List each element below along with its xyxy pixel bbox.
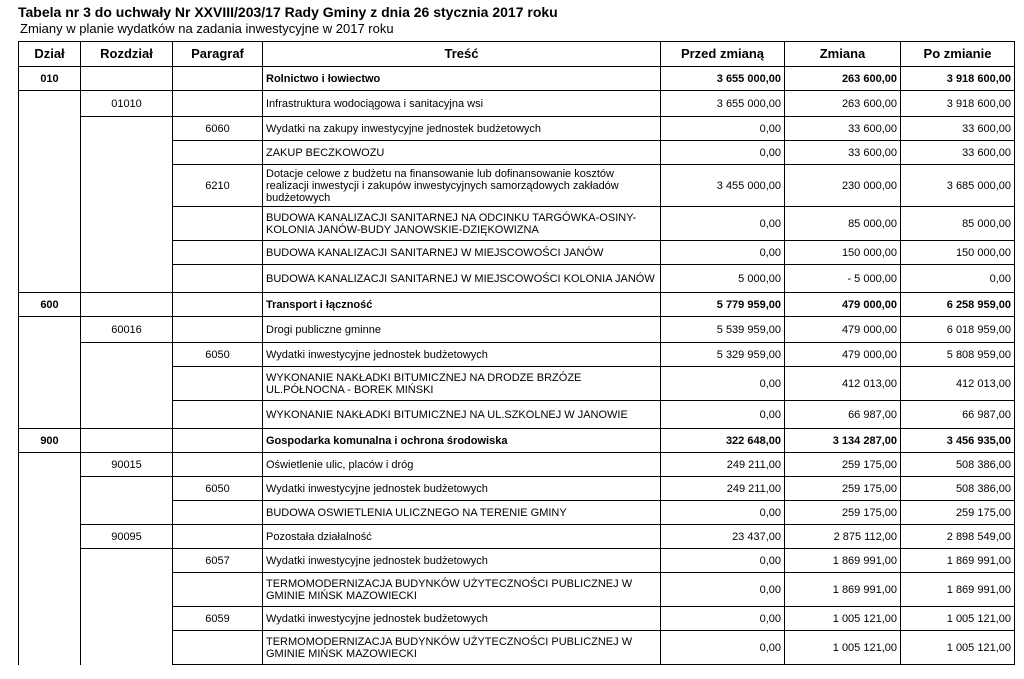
cell-po-zmianie: 150 000,00 <box>901 241 1015 265</box>
cell-rozdzial: 90095 <box>81 525 173 549</box>
cell-paragraf <box>173 367 263 401</box>
cell-zmiana: 259 175,00 <box>785 453 901 477</box>
cell-paragraf: 6050 <box>173 343 263 367</box>
cell-zmiana: 1 869 991,00 <box>785 549 901 573</box>
cell-tresc: Transport i łączność <box>263 293 661 317</box>
cell-przed-zmiana: 0,00 <box>661 241 785 265</box>
cell-po-zmianie: 33 600,00 <box>901 117 1015 141</box>
cell-tresc: Wydatki inwestycyjne jednostek budżetowych <box>263 607 661 631</box>
cell-rozdzial <box>81 573 173 607</box>
cell-dzial: 900 <box>19 429 81 453</box>
cell-przed-zmiana: 0,00 <box>661 117 785 141</box>
cell-po-zmianie: 259 175,00 <box>901 501 1015 525</box>
cell-zmiana: - 5 000,00 <box>785 265 901 293</box>
cell-paragraf <box>173 241 263 265</box>
cell-po-zmianie: 1 869 991,00 <box>901 573 1015 607</box>
cell-dzial <box>19 525 81 549</box>
cell-dzial: 010 <box>19 67 81 91</box>
table-row <box>19 207 1015 241</box>
column-header-po-zmianie: Po zmianie <box>901 42 1015 67</box>
table-row <box>19 317 1015 343</box>
cell-tresc: BUDOWA KANALIZACJI SANITARNEJ NA ODCINKU TARGÓWKA-OSINY-KOLONIA JANÓW-BUDY JANOWSKIE-DZIĘKOWIZNA <box>263 207 661 241</box>
cell-tresc: WYKONANIE NAKŁADKI BITUMICZNEJ NA UL.SZKOLNEJ W JANOWIE <box>263 401 661 429</box>
cell-po-zmianie: 3 685 000,00 <box>901 165 1015 207</box>
cell-paragraf <box>173 401 263 429</box>
cell-po-zmianie: 2 898 549,00 <box>901 525 1015 549</box>
cell-zmiana: 479 000,00 <box>785 293 901 317</box>
cell-po-zmianie: 508 386,00 <box>901 453 1015 477</box>
cell-zmiana: 259 175,00 <box>785 501 901 525</box>
table-row <box>19 91 1015 117</box>
cell-zmiana: 1 005 121,00 <box>785 631 901 665</box>
cell-tresc: Wydatki na zakupy inwestycyjne jednostek budżetowych <box>263 117 661 141</box>
cell-po-zmianie: 6 258 959,00 <box>901 293 1015 317</box>
cell-rozdzial <box>81 67 173 91</box>
cell-rozdzial <box>81 165 173 207</box>
cell-paragraf <box>173 453 263 477</box>
cell-po-zmianie: 1 005 121,00 <box>901 631 1015 665</box>
cell-paragraf <box>173 501 263 525</box>
cell-paragraf <box>173 265 263 293</box>
cell-przed-zmiana: 23 437,00 <box>661 525 785 549</box>
cell-po-zmianie: 0,00 <box>901 265 1015 293</box>
cell-zmiana: 1 005 121,00 <box>785 607 901 631</box>
cell-dzial: 600 <box>19 293 81 317</box>
cell-tresc: TERMOMODERNIZACJA BUDYNKÓW UŻYTECZNOŚCI PUBLICZNEJ W GMINIE MIŃSK MAZOWIECKI <box>263 631 661 665</box>
table-row <box>19 67 1015 91</box>
table-row <box>19 477 1015 501</box>
cell-przed-zmiana: 5 779 959,00 <box>661 293 785 317</box>
cell-dzial <box>19 343 81 367</box>
table-row <box>19 241 1015 265</box>
cell-przed-zmiana: 0,00 <box>661 401 785 429</box>
cell-rozdzial <box>81 367 173 401</box>
cell-rozdzial <box>81 343 173 367</box>
cell-tresc: ZAKUP BECZKOWOZU <box>263 141 661 165</box>
cell-przed-zmiana: 249 211,00 <box>661 477 785 501</box>
cell-paragraf: 6059 <box>173 607 263 631</box>
column-header-paragraf: Paragraf <box>173 42 263 67</box>
cell-rozdzial: 01010 <box>81 91 173 117</box>
cell-przed-zmiana: 0,00 <box>661 141 785 165</box>
table-header-row <box>19 42 1015 67</box>
cell-rozdzial <box>81 607 173 631</box>
cell-dzial <box>19 501 81 525</box>
cell-paragraf <box>173 141 263 165</box>
cell-zmiana: 412 013,00 <box>785 367 901 401</box>
cell-zmiana: 263 600,00 <box>785 91 901 117</box>
page-title: Tabela nr 3 do uchwały Nr XXVIII/203/17 Rady Gminy z dnia 26 stycznia 2017 roku <box>18 4 558 20</box>
cell-przed-zmiana: 5 539 959,00 <box>661 317 785 343</box>
cell-przed-zmiana: 0,00 <box>661 501 785 525</box>
cell-zmiana: 66 987,00 <box>785 401 901 429</box>
cell-zmiana: 230 000,00 <box>785 165 901 207</box>
cell-dzial <box>19 165 81 207</box>
cell-zmiana: 479 000,00 <box>785 317 901 343</box>
cell-rozdzial: 90015 <box>81 453 173 477</box>
cell-paragraf: 6050 <box>173 477 263 501</box>
cell-przed-zmiana: 0,00 <box>661 207 785 241</box>
table-row <box>19 607 1015 631</box>
cell-zmiana: 150 000,00 <box>785 241 901 265</box>
cell-tresc: Drogi publiczne gminne <box>263 317 661 343</box>
table-row <box>19 429 1015 453</box>
cell-dzial <box>19 141 81 165</box>
table-row <box>19 573 1015 607</box>
cell-dzial <box>19 549 81 573</box>
cell-paragraf: 6210 <box>173 165 263 207</box>
cell-po-zmianie: 33 600,00 <box>901 141 1015 165</box>
cell-tresc: Oświetlenie ulic, placów i dróg <box>263 453 661 477</box>
cell-tresc: BUDOWA OSWIETLENIA ULICZNEGO NA TERENIE GMINY <box>263 501 661 525</box>
table-row <box>19 453 1015 477</box>
cell-paragraf <box>173 317 263 343</box>
table-row <box>19 525 1015 549</box>
cell-przed-zmiana: 0,00 <box>661 549 785 573</box>
cell-rozdzial <box>81 631 173 665</box>
cell-paragraf <box>173 207 263 241</box>
cell-po-zmianie: 6 018 959,00 <box>901 317 1015 343</box>
cell-rozdzial <box>81 207 173 241</box>
column-header-dzial: Dział <box>19 42 81 67</box>
cell-po-zmianie: 5 808 959,00 <box>901 343 1015 367</box>
cell-przed-zmiana: 3 655 000,00 <box>661 91 785 117</box>
table-row <box>19 265 1015 293</box>
cell-dzial <box>19 477 81 501</box>
cell-po-zmianie: 412 013,00 <box>901 367 1015 401</box>
cell-rozdzial <box>81 141 173 165</box>
cell-paragraf <box>173 67 263 91</box>
cell-rozdzial <box>81 293 173 317</box>
cell-rozdzial <box>81 241 173 265</box>
cell-rozdzial <box>81 117 173 141</box>
cell-po-zmianie: 85 000,00 <box>901 207 1015 241</box>
cell-po-zmianie: 1 869 991,00 <box>901 549 1015 573</box>
cell-po-zmianie: 3 456 935,00 <box>901 429 1015 453</box>
cell-paragraf: 6060 <box>173 117 263 141</box>
cell-przed-zmiana: 249 211,00 <box>661 453 785 477</box>
cell-tresc: TERMOMODERNIZACJA BUDYNKÓW UŻYTECZNOŚCI PUBLICZNEJ W GMINIE MIŃSK MAZOWIECKI <box>263 573 661 607</box>
cell-przed-zmiana: 0,00 <box>661 367 785 401</box>
table-row <box>19 293 1015 317</box>
cell-przed-zmiana: 5 000,00 <box>661 265 785 293</box>
cell-dzial <box>19 91 81 117</box>
cell-dzial <box>19 241 81 265</box>
cell-dzial <box>19 573 81 607</box>
cell-po-zmianie: 66 987,00 <box>901 401 1015 429</box>
cell-rozdzial <box>81 549 173 573</box>
cell-tresc: BUDOWA KANALIZACJI SANITARNEJ W MIEJSCOWOŚCI KOLONIA JANÓW <box>263 265 661 293</box>
column-header-rozdzial: Rozdział <box>81 42 173 67</box>
cell-po-zmianie: 3 918 600,00 <box>901 67 1015 91</box>
cell-dzial <box>19 207 81 241</box>
cell-paragraf <box>173 573 263 607</box>
cell-po-zmianie: 3 918 600,00 <box>901 91 1015 117</box>
cell-zmiana: 259 175,00 <box>785 477 901 501</box>
table-row <box>19 549 1015 573</box>
cell-zmiana: 1 869 991,00 <box>785 573 901 607</box>
cell-dzial <box>19 117 81 141</box>
cell-zmiana: 85 000,00 <box>785 207 901 241</box>
cell-przed-zmiana: 322 648,00 <box>661 429 785 453</box>
cell-tresc: Wydatki inwestycyjne jednostek budżetowych <box>263 477 661 501</box>
cell-tresc: Infrastruktura wodociągowa i sanitacyjna wsi <box>263 91 661 117</box>
cell-zmiana: 2 875 112,00 <box>785 525 901 549</box>
table-row <box>19 631 1015 665</box>
cell-po-zmianie: 508 386,00 <box>901 477 1015 501</box>
cell-tresc: Gospodarka komunalna i ochrona środowiska <box>263 429 661 453</box>
cell-zmiana: 479 000,00 <box>785 343 901 367</box>
cell-rozdzial <box>81 401 173 429</box>
cell-tresc: Wydatki inwestycyjne jednostek budżetowych <box>263 343 661 367</box>
cell-zmiana: 3 134 287,00 <box>785 429 901 453</box>
page-subtitle: Zmiany w planie wydatków na zadania inwestycyjne w 2017 roku <box>20 21 394 36</box>
column-header-przed-zmiana: Przed zmianą <box>661 42 785 67</box>
cell-paragraf <box>173 429 263 453</box>
cell-przed-zmiana: 3 455 000,00 <box>661 165 785 207</box>
table-row <box>19 501 1015 525</box>
cell-przed-zmiana: 0,00 <box>661 573 785 607</box>
table-row <box>19 401 1015 429</box>
table-row <box>19 141 1015 165</box>
cell-tresc: Pozostała działalność <box>263 525 661 549</box>
table-row <box>19 343 1015 367</box>
cell-dzial <box>19 607 81 631</box>
column-header-tresc: Treść <box>263 42 661 67</box>
cell-przed-zmiana: 5 329 959,00 <box>661 343 785 367</box>
cell-rozdzial <box>81 429 173 453</box>
cell-tresc: Rolnictwo i łowiectwo <box>263 67 661 91</box>
cell-dzial <box>19 453 81 477</box>
cell-tresc: WYKONANIE NAKŁADKI BITUMICZNEJ NA DRODZE BRZÓZE UL.PÓŁNOCNA - BOREK MIŃSKI <box>263 367 661 401</box>
cell-paragraf <box>173 91 263 117</box>
table-row <box>19 117 1015 141</box>
cell-paragraf <box>173 525 263 549</box>
cell-zmiana: 33 600,00 <box>785 141 901 165</box>
investment-changes-table <box>18 41 1015 665</box>
cell-dzial <box>19 317 81 343</box>
cell-dzial <box>19 631 81 665</box>
cell-przed-zmiana: 3 655 000,00 <box>661 67 785 91</box>
cell-dzial <box>19 401 81 429</box>
cell-rozdzial: 60016 <box>81 317 173 343</box>
table-row <box>19 165 1015 207</box>
cell-rozdzial <box>81 501 173 525</box>
cell-rozdzial <box>81 265 173 293</box>
cell-paragraf <box>173 293 263 317</box>
cell-rozdzial <box>81 477 173 501</box>
cell-tresc: BUDOWA KANALIZACJI SANITARNEJ W MIEJSCOWOŚCI JANÓW <box>263 241 661 265</box>
cell-tresc: Dotacje celowe z budżetu na finansowanie lub dofinansowanie kosztów realizacji inwestycji i zakupów inwestycyjnych samorządowych zakładów budżetowych <box>263 165 661 207</box>
table-body <box>19 67 1015 665</box>
cell-po-zmianie: 1 005 121,00 <box>901 607 1015 631</box>
cell-dzial <box>19 265 81 293</box>
cell-przed-zmiana: 0,00 <box>661 631 785 665</box>
cell-zmiana: 263 600,00 <box>785 67 901 91</box>
column-header-zmiana: Zmiana <box>785 42 901 67</box>
cell-paragraf <box>173 631 263 665</box>
cell-dzial <box>19 367 81 401</box>
cell-tresc: Wydatki inwestycyjne jednostek budżetowych <box>263 549 661 573</box>
cell-paragraf: 6057 <box>173 549 263 573</box>
cell-zmiana: 33 600,00 <box>785 117 901 141</box>
cell-przed-zmiana: 0,00 <box>661 607 785 631</box>
table-row <box>19 367 1015 401</box>
